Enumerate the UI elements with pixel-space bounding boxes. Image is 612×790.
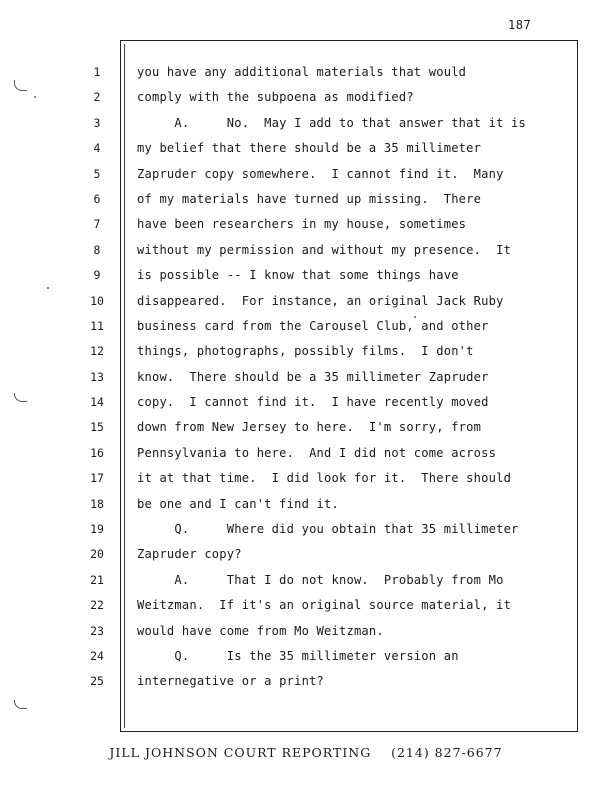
footer-text: JILL JOHNSON COURT REPORTING (214) 827-6677 (109, 745, 503, 760)
transcript-line: Q. Is the 35 millimeter version an (137, 648, 459, 663)
line-number: 2 (93, 90, 101, 105)
line-number: 20 (90, 547, 104, 562)
transcript-line: be one and I can't find it. (137, 496, 339, 511)
line-number: 24 (90, 648, 104, 663)
line-number: 19 (90, 522, 104, 537)
transcript-line: down from New Jersey to here. I'm sorry, from (137, 420, 482, 435)
transcript-line: Q. Where did you obtain that 35 millimeter (137, 522, 519, 537)
transcript-line: things, photographs, possibly films. I don't (137, 344, 474, 359)
page-number: 187 (508, 18, 532, 32)
margin-rule (124, 44, 125, 728)
transcript-line: copy. I cannot find it. I have recently moved (137, 395, 489, 410)
line-number: 22 (90, 598, 104, 613)
court-reporter-footer (0, 745, 612, 760)
scan-speck (47, 287, 49, 289)
line-number: 11 (90, 318, 104, 333)
transcript-line: know. There should be a 35 millimeter Zapruder (137, 369, 489, 384)
line-number: 25 (90, 674, 104, 689)
transcript-line: Zapruder copy somewhere. I cannot find it. Many (137, 166, 504, 181)
line-number: 9 (93, 268, 101, 283)
transcript-line: A. That I do not know. Probably from Mo (137, 572, 504, 587)
transcript-line: have been researchers in my house, sometimes (137, 217, 467, 232)
transcript-line: comply with the subpoena as modified? (137, 90, 414, 105)
transcript-line: of my materials have turned up missing. There (137, 191, 482, 206)
line-number-column (84, 60, 110, 695)
binder-hole-mark (14, 80, 27, 91)
transcript-line: internegative or a print? (137, 674, 325, 689)
line-number: 3 (93, 115, 101, 130)
line-number: 8 (93, 242, 101, 257)
transcript-line: would have come from Mo Weitzman. (137, 623, 384, 638)
transcript-line: Zapruder copy? (137, 547, 242, 562)
transcript-line: you have any additional materials that would (137, 65, 467, 79)
line-number: 21 (90, 572, 104, 587)
line-number: 7 (93, 217, 101, 232)
scan-speck (34, 96, 36, 98)
line-number: 12 (90, 344, 104, 359)
line-number: 13 (90, 369, 104, 384)
transcript-line: is possible -- I know that some things have (137, 268, 459, 283)
transcript-line: business card from the Carousel Club, and other (137, 318, 489, 333)
line-number: 18 (90, 496, 104, 511)
scan-speck (414, 316, 416, 318)
transcript-line: Pennsylvania to here. And I did not come across (137, 445, 497, 460)
transcript-line: Weitzman. If it's an original source material, it (137, 598, 512, 613)
line-number: 16 (90, 445, 104, 460)
line-number: 17 (90, 471, 104, 486)
line-number: 14 (90, 395, 104, 410)
transcript-line: my belief that there should be a 35 millimeter (137, 141, 482, 156)
transcript-line: A. No. May I add to that answer that it is (137, 115, 527, 130)
line-number: 4 (93, 141, 101, 156)
binder-hole-mark (14, 700, 27, 709)
line-number: 6 (93, 191, 101, 206)
line-number: 15 (90, 420, 104, 435)
transcript-line: it at that time. I did look for it. There should (137, 471, 512, 486)
transcript-line: without my permission and without my presence. It (137, 242, 512, 257)
line-number: 10 (90, 293, 104, 308)
line-number: 23 (90, 623, 104, 638)
transcript-text (137, 60, 567, 695)
transcript-line: disappeared. For instance, an original Jack Ruby (137, 293, 504, 308)
line-number: 1 (93, 65, 101, 79)
line-number: 5 (93, 166, 101, 181)
binder-hole-mark (14, 393, 27, 402)
